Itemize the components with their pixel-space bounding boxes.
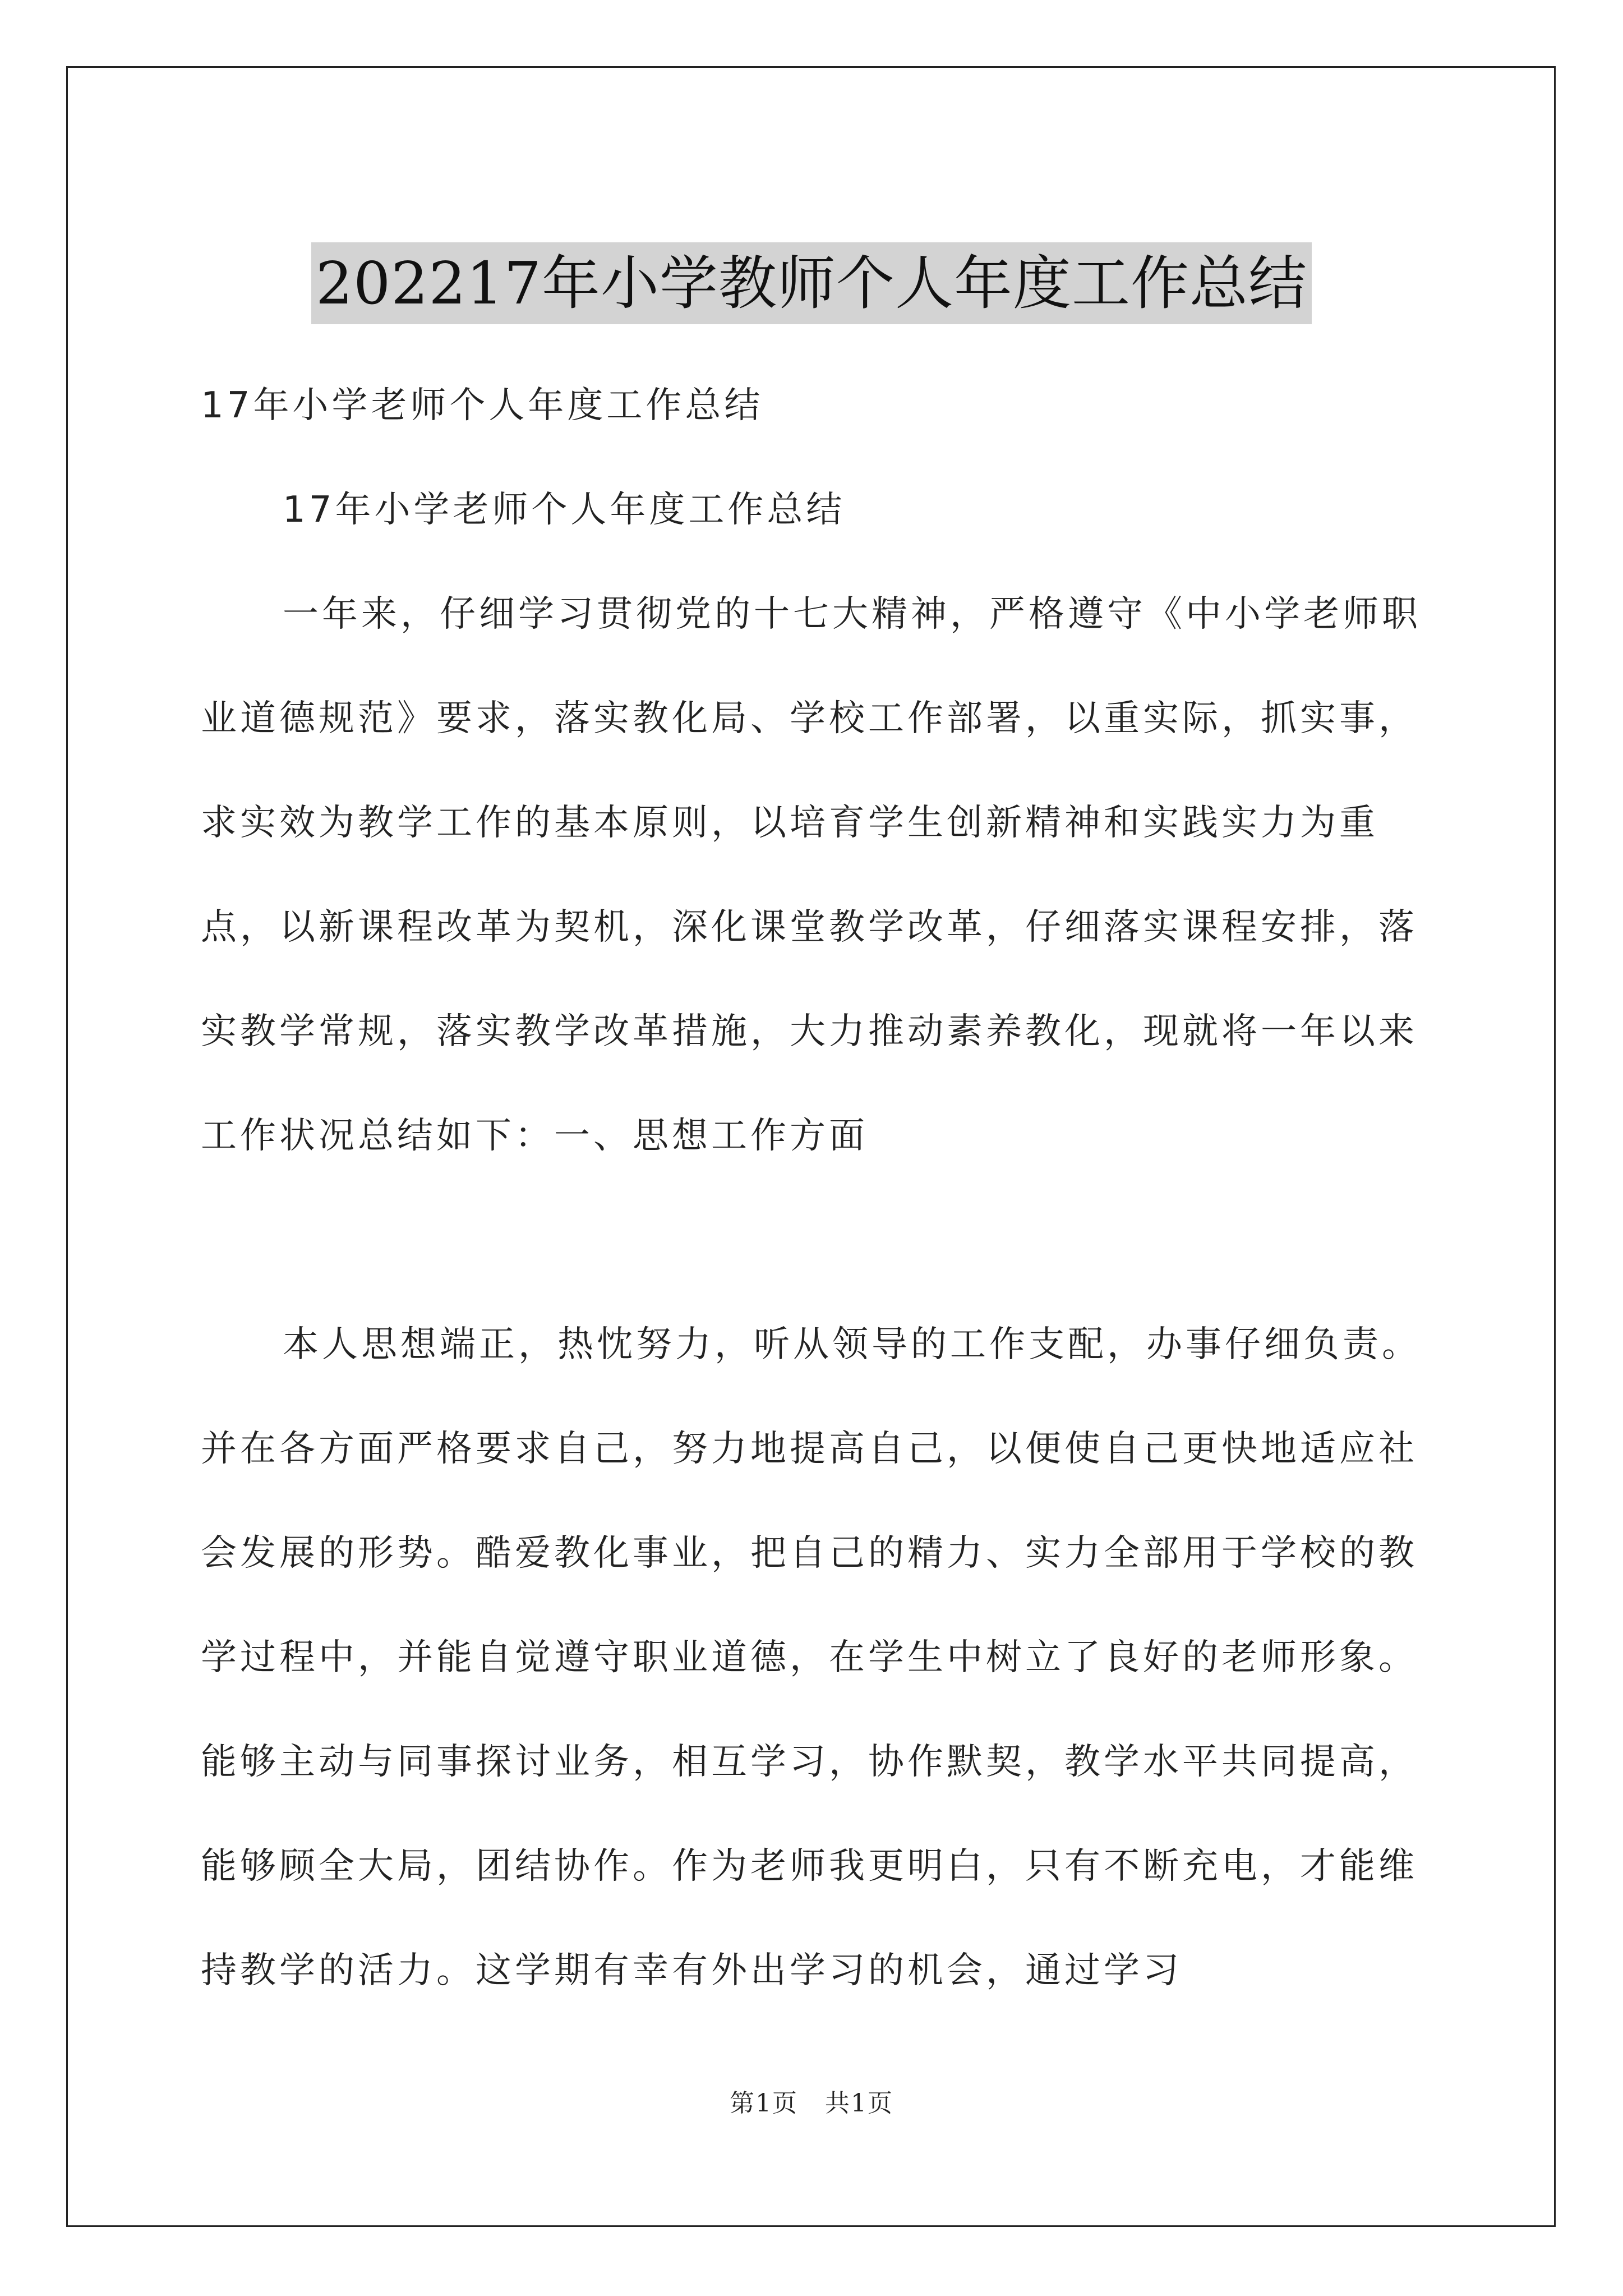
document-subtitle: 17年小学老师个人年度工作总结 [201, 385, 764, 426]
paragraph-2: 本人思想端正，热忱努力，听从领导的工作支配，办事仔细负责。并在各方面严格要求自己，努力地提高自己，以便使自己更快地适应社会发展的形势。酷爱教化事业，把自己的精力、实力全部用于学校的教学过程中，并能自觉遵守职业道德，在学生中树立了良好的老师形象。能够主动与同事探讨业务，相互学习，协作默契，教学水平共同提高，能够顾全大局，团结协作。作为老师我更明白，只有不断充电，才能维持教学的活力。这学期有幸有外出学习的机会，通过学习 [201, 1324, 1421, 1991]
total-pages: 共1页 [825, 2089, 893, 2118]
page-footer [0, 2087, 1623, 2120]
paragraph-1: 一年来，仔细学习贯彻党的十七大精神，严格遵守《中小学老师职业道德规范》要求，落实教化局、学校工作部署，以重实际，抓实事，求实效为教学工作的基本原则，以培育学生创新精神和实践实力为重点，以新课程改革为契机，深化课堂教学改革，仔细落实课程安排，落实教学常规，落实教学改革措施，大力推动素养教化，现就将一年以来工作状况总结如下：一、思想工作方面 [201, 593, 1421, 1157]
indented-heading: 17年小学老师个人年度工作总结 [283, 489, 846, 531]
title-container [0, 203, 1623, 363]
page-number: 第1页 [730, 2089, 798, 2118]
document-title: 202217年小学教师个人年度工作总结 [311, 242, 1312, 324]
document-body [201, 353, 1435, 2023]
